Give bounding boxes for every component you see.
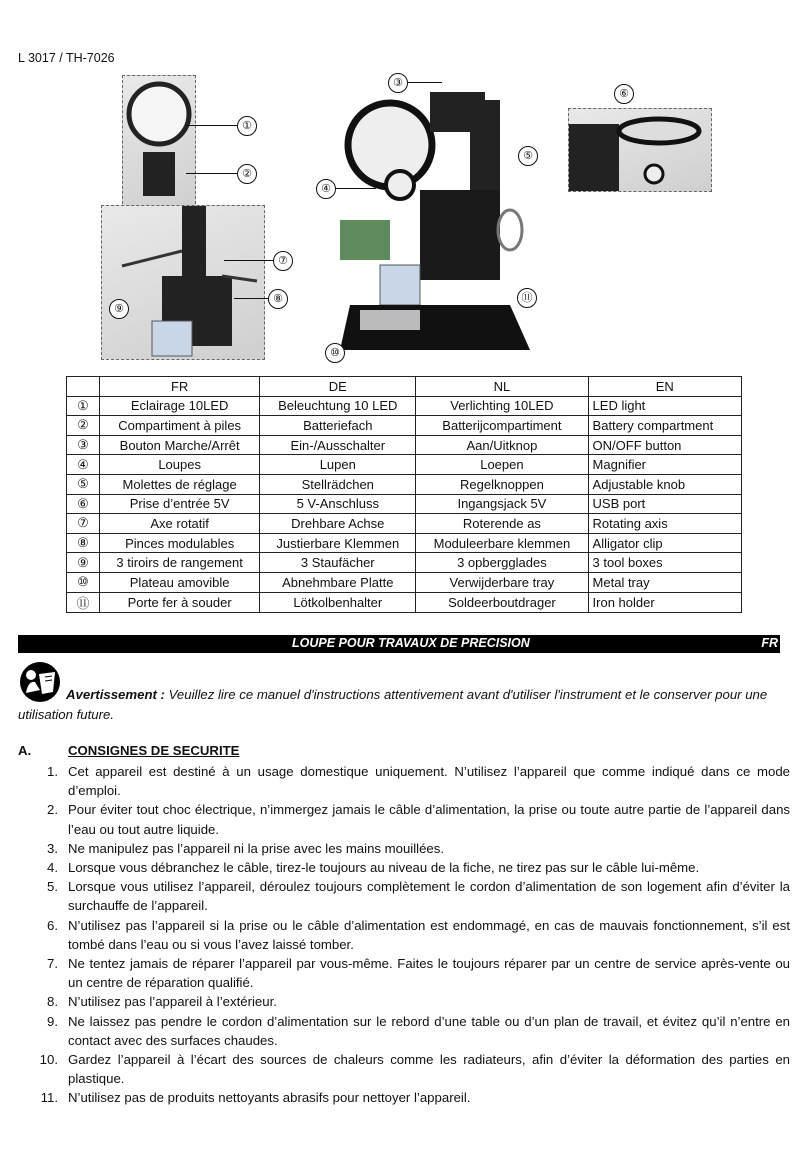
- item-text: Ne manipulez pas l’appareil ni la prise avec les mains mouillées.: [68, 840, 445, 856]
- callout-5: ⑤: [518, 146, 538, 166]
- cell-en: ON/OFF button: [588, 435, 741, 455]
- callout-9: ⑨: [109, 299, 129, 319]
- cell-num: ⑥: [67, 494, 100, 514]
- cell-nl: Ingangsjack 5V: [416, 494, 588, 514]
- cell-en: Rotating axis: [588, 514, 741, 534]
- item-text: Ne laissez pas pendre le cordon d’alimentation sur le rebord d’une table ou d’un plan de travail, et évitez qu’il n’entre en contact avec des surfaces chaudes.: [68, 1013, 790, 1048]
- cell-num: ②: [67, 416, 100, 436]
- cell-num: ⑨: [67, 553, 100, 573]
- cell-fr: Plateau amovible: [100, 572, 260, 592]
- cell-en: Alligator clip: [588, 533, 741, 553]
- cell-num: ⑦: [67, 514, 100, 534]
- item-text: N’utilisez pas l’appareil à l’extérieur.: [68, 994, 277, 1010]
- cell-nl: Loepen: [416, 455, 588, 475]
- cell-fr: Porte fer à souder: [100, 592, 260, 612]
- callout-1: ①: [237, 116, 257, 136]
- item-number: 1.: [47, 764, 58, 779]
- helping-hands-icon: [102, 206, 264, 359]
- cell-de: Lupen: [260, 455, 416, 475]
- header-num: [67, 377, 100, 397]
- section-title: LOUPE POUR TRAVAUX DE PRECISION: [292, 636, 530, 650]
- item-text: Gardez l’appareil à l’écart des sources de chaleurs comme les radiateurs, afin d’éviter la déformation des parties en plastique.: [68, 1052, 790, 1087]
- cell-num: ⑤: [67, 474, 100, 494]
- cell-en: Battery compartment: [588, 416, 741, 436]
- list-item: [18, 839, 790, 858]
- warning-text: Veuillez lire ce manuel d'instructions attentivement avant d'utiliser l'instrument et le conserver pour une utilisation future.: [18, 687, 768, 722]
- cell-num: ①: [67, 396, 100, 416]
- cell-nl: Moduleerbare klemmen: [416, 533, 588, 553]
- table-header-row: [67, 377, 742, 397]
- item-text: Cet appareil est destiné à un usage domestique uniquement. N’utilisez l’appareil que comme indiqué dans ce mode d’emploi.: [68, 764, 790, 799]
- section-letter: A.: [18, 743, 32, 758]
- cell-de: 3 Staufächer: [260, 553, 416, 573]
- cell-fr: Prise d’entrée 5V: [100, 494, 260, 514]
- table-row: [67, 416, 742, 436]
- cell-fr: Axe rotatif: [100, 514, 260, 534]
- cell-fr: Pinces modulables: [100, 533, 260, 553]
- magnifier-lamp-icon: [123, 76, 195, 208]
- section-title-bar: [18, 635, 780, 653]
- item-text: Lorsque vous utilisez l’appareil, déroulez toujours complètement le cordon d’alimentation de son logement afin d’éviter la surchauffe de l’appareil.: [68, 879, 790, 914]
- item-number: 4.: [47, 860, 58, 876]
- list-item: [18, 858, 790, 877]
- usb-port-icon: [569, 109, 711, 191]
- header-nl: NL: [416, 377, 588, 397]
- table-row: [67, 474, 742, 494]
- callout-3: ③: [388, 73, 408, 93]
- cell-num: ⑧: [67, 533, 100, 553]
- section-heading: CONSIGNES DE SECURITE: [68, 743, 240, 758]
- table-row: [67, 435, 742, 455]
- warning-label: Avertissement :: [66, 687, 165, 702]
- item-text: Ne tentez jamais de réparer l’appareil par vous-même. Faites le toujours réparer par un centre de service après-vente ou un centre de réparation qualifié.: [68, 956, 790, 991]
- callout-8: ⑧: [268, 289, 288, 309]
- magnifier-station-icon: [330, 80, 546, 360]
- table-row: [67, 494, 742, 514]
- cell-fr: Eclairage 10LED: [100, 396, 260, 416]
- cell-num: ⑩: [67, 572, 100, 592]
- cell-en: USB port: [588, 494, 741, 514]
- callout-10: ⑩: [325, 343, 345, 363]
- cell-nl: Verlichting 10LED: [416, 396, 588, 416]
- list-item: [18, 1050, 790, 1088]
- list-item: [18, 1088, 790, 1107]
- cell-de: Ein-/Ausschalter: [260, 435, 416, 455]
- cell-de: Drehbare Achse: [260, 514, 416, 534]
- list-item: [18, 992, 790, 1011]
- cell-num: ④: [67, 455, 100, 475]
- header-en: EN: [588, 377, 741, 397]
- item-number: 6.: [47, 917, 58, 933]
- header-de: DE: [260, 377, 416, 397]
- photo-usb-port: [568, 108, 712, 192]
- cell-nl: Regelknoppen: [416, 474, 588, 494]
- cell-en: LED light: [588, 396, 741, 416]
- cell-nl: 3 opbergglades: [416, 553, 588, 573]
- list-item: [18, 800, 790, 838]
- callout-2: ②: [237, 164, 257, 184]
- list-item: [18, 1012, 790, 1050]
- cell-nl: Batterijcompartiment: [416, 416, 588, 436]
- cell-fr: Loupes: [100, 455, 260, 475]
- table-row: [67, 553, 742, 573]
- item-text: N’utilisez pas l’appareil si la prise ou le câble d’alimentation est endommagé, en cas de mauvais fonctionnement, s’il est tombé dans l’eau ou si vous l’avez laissé tomber.: [68, 917, 790, 952]
- cell-de: Batteriefach: [260, 416, 416, 436]
- safety-list: [18, 762, 790, 1108]
- language-code: FR: [761, 636, 778, 650]
- list-item: [18, 916, 790, 954]
- parts-table: [66, 376, 742, 613]
- cell-de: Beleuchtung 10 LED: [260, 396, 416, 416]
- cell-de: Lötkolbenhalter: [260, 592, 416, 612]
- cell-fr: Bouton Marche/Arrêt: [100, 435, 260, 455]
- item-text: N’utilisez pas de produits nettoyants abrasifs pour nettoyer l’appareil.: [68, 1090, 471, 1106]
- item-text: Pour éviter tout choc électrique, n’immergez jamais le câble d’alimentation, la prise ou toute autre partie de l’appareil dans l’eau ou tout autre liquide.: [68, 802, 790, 837]
- cell-fr: Molettes de réglage: [100, 474, 260, 494]
- photo-magnifier-top: [122, 75, 196, 209]
- list-item: [18, 762, 790, 800]
- cell-en: Magnifier: [588, 455, 741, 475]
- cell-de: 5 V-Anschluss: [260, 494, 416, 514]
- table-row: [67, 514, 742, 534]
- item-number: 2.: [47, 802, 58, 818]
- cell-nl: Soldeerboutdrager: [416, 592, 588, 612]
- cell-num: ③: [67, 435, 100, 455]
- cell-de: Justierbare Klemmen: [260, 533, 416, 553]
- callout-11: ⑪: [517, 288, 537, 308]
- item-number: 9.: [47, 1013, 58, 1029]
- cell-en: 3 tool boxes: [588, 553, 741, 573]
- cell-nl: Verwijderbare tray: [416, 572, 588, 592]
- cell-en: Metal tray: [588, 572, 741, 592]
- cell-fr: 3 tiroirs de rangement: [100, 553, 260, 573]
- callout-7: ⑦: [273, 251, 293, 271]
- photo-clamps-drawers: [101, 205, 265, 360]
- item-number: 5.: [47, 879, 58, 895]
- list-item: [18, 954, 790, 992]
- item-number: 7.: [47, 956, 58, 972]
- photo-main-product: [330, 80, 546, 360]
- cell-nl: Roterende as: [416, 514, 588, 534]
- warning-paragraph: [18, 685, 790, 725]
- table-row: [67, 455, 742, 475]
- item-number: 10.: [39, 1052, 58, 1068]
- list-item: [18, 877, 790, 915]
- model-number: L 3017 / TH-7026: [18, 51, 115, 65]
- cell-de: Stellrädchen: [260, 474, 416, 494]
- table-row: [67, 572, 742, 592]
- cell-fr: Compartiment à piles: [100, 416, 260, 436]
- table-row: [67, 396, 742, 416]
- cell-de: Abnehmbare Platte: [260, 572, 416, 592]
- item-number: 11.: [40, 1090, 58, 1106]
- cell-en: Adjustable knob: [588, 474, 741, 494]
- cell-nl: Aan/Uitknop: [416, 435, 588, 455]
- item-text: Lorsque vous débranchez le câble, tirez-le toujours au niveau de la fiche, ne tirez pas sur le câble lui-même.: [68, 860, 700, 876]
- callout-4: ④: [316, 179, 336, 199]
- table-row: [67, 592, 742, 612]
- cell-en: Iron holder: [588, 592, 741, 612]
- table-row: [67, 533, 742, 553]
- item-number: 3.: [47, 840, 58, 856]
- callout-6: ⑥: [614, 84, 634, 104]
- safety-heading: [18, 743, 239, 758]
- header-fr: FR: [100, 377, 260, 397]
- cell-num: ⑪: [67, 592, 100, 612]
- item-number: 8.: [47, 994, 58, 1010]
